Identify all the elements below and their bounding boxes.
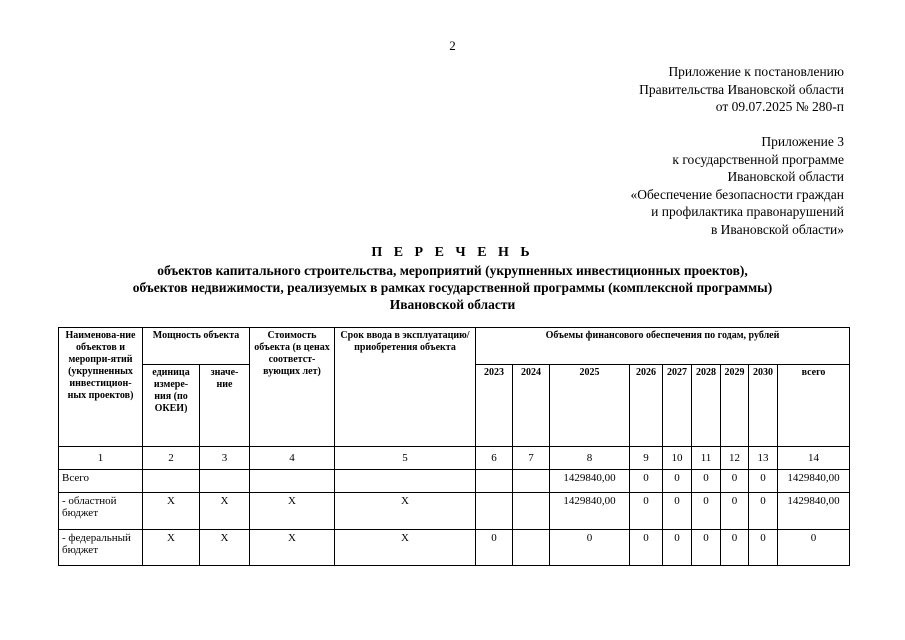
header-year: 2028 (692, 365, 721, 447)
header-year: 2030 (749, 365, 778, 447)
table-cell: 0 (692, 470, 721, 493)
table-cell: 1429840,00 (550, 470, 630, 493)
column-number: 11 (692, 447, 721, 470)
table-cell (513, 470, 550, 493)
table-cell (250, 470, 335, 493)
table-cell: X (143, 530, 200, 566)
table-cell: 0 (721, 493, 749, 530)
table-cell: 0 (476, 530, 513, 566)
appendix-3 (630, 133, 844, 238)
table-cell: X (250, 493, 335, 530)
header-year: 2024 (513, 365, 550, 447)
row-name: Всего (59, 470, 143, 493)
table-cell: 0 (550, 530, 630, 566)
column-number: 1 (59, 447, 143, 470)
column-numbers-row (59, 447, 850, 470)
table-cell: 0 (692, 530, 721, 566)
table-cell: 0 (749, 493, 778, 530)
document-subtitle-line: объектов капитального строительства, мероприятий (укрупненных инвестиционных проектов), (157, 263, 748, 278)
table-cell (513, 493, 550, 530)
table-cell: X (335, 530, 476, 566)
table-cell: 0 (749, 470, 778, 493)
appendix-line: «Обеспечение безопасности граждан (630, 186, 844, 202)
document-subtitle-line: объектов недвижимости, реализуемых в рамках государственной программы (комплексной программы) (132, 280, 773, 295)
table-cell: 0 (663, 470, 692, 493)
header-total: всего (778, 365, 850, 447)
column-number: 6 (476, 447, 513, 470)
table-cell: 0 (749, 530, 778, 566)
header-year: 2027 (663, 365, 692, 447)
column-number: 3 (200, 447, 250, 470)
table-cell (476, 470, 513, 493)
table-cell: 1429840,00 (778, 493, 850, 530)
appendix-to-resolution (639, 63, 844, 116)
header-commission: Срок ввода в эксплуатацию/ приобретения объекта (335, 328, 476, 447)
column-number: 9 (630, 447, 663, 470)
table-cell: X (335, 493, 476, 530)
table-cell: X (250, 530, 335, 566)
header-unit: единица измере-ния (по ОКЕИ) (143, 365, 200, 447)
table-cell (513, 530, 550, 566)
document-title: П Е Р Е Ч Е Н Ь (371, 245, 534, 260)
column-number: 10 (663, 447, 692, 470)
table-cell: 0 (721, 470, 749, 493)
column-number: 5 (335, 447, 476, 470)
appendix-line: Ивановской области (727, 169, 844, 184)
row-name: - федеральный бюджет (59, 530, 143, 566)
document-subtitle-line: Ивановской области (389, 297, 516, 312)
header-year: 2026 (630, 365, 663, 447)
table-row-regional-budget (59, 493, 850, 530)
column-number: 4 (250, 447, 335, 470)
table-cell (200, 470, 250, 493)
table-cell: 0 (721, 530, 749, 566)
table-cell: X (200, 530, 250, 566)
header-year: 2029 (721, 365, 749, 447)
appendix-line: и профилактика правонарушений (651, 204, 844, 219)
column-number: 12 (721, 447, 749, 470)
appendix-line: к государственной программе (672, 151, 844, 167)
column-number: 8 (550, 447, 630, 470)
table-cell (476, 493, 513, 530)
table-cell: 1429840,00 (778, 470, 850, 493)
table-cell: 0 (630, 470, 663, 493)
header-cost: Стоимость объекта (в ценах соответст-вующих лет) (250, 328, 335, 447)
table-cell: 0 (692, 493, 721, 530)
page-number: 2 (449, 38, 456, 53)
header-funding: Объемы финансового обеспечения по годам, рублей (476, 328, 850, 365)
table-cell: 0 (630, 530, 663, 566)
appendix-line: Правительства Ивановской области (639, 81, 844, 97)
table-header-row (59, 328, 850, 365)
table-cell: 0 (663, 493, 692, 530)
document-heading (0, 244, 905, 313)
column-number: 13 (749, 447, 778, 470)
column-number: 2 (143, 447, 200, 470)
table-cell: 0 (663, 530, 692, 566)
objects-table (58, 327, 850, 566)
table-row-federal-budget (59, 530, 850, 566)
header-capacity: Мощность объекта (143, 328, 250, 365)
header-value: значе-ние (200, 365, 250, 447)
appendix-line: от 09.07.2025 № 280-п (715, 99, 844, 114)
appendix-line: в Ивановской области» (710, 221, 844, 237)
table-cell: 0 (778, 530, 850, 566)
row-name: - областной бюджет (59, 493, 143, 530)
table-cell (335, 470, 476, 493)
header-year: 2023 (476, 365, 513, 447)
table-cell: X (143, 493, 200, 530)
table-cell: X (200, 493, 250, 530)
appendix-line: Приложение 3 (761, 134, 844, 149)
column-number: 14 (778, 447, 850, 470)
table-row-total (59, 470, 850, 493)
appendix-line: Приложение к постановлению (668, 64, 844, 79)
header-name: Наименова-ние объектов и меропри-ятий (укрупненных инвестицион-ных проектов) (59, 328, 143, 447)
table-cell (143, 470, 200, 493)
table-cell: 0 (630, 493, 663, 530)
header-year: 2025 (550, 365, 630, 447)
table-cell: 1429840,00 (550, 493, 630, 530)
column-number: 7 (513, 447, 550, 470)
